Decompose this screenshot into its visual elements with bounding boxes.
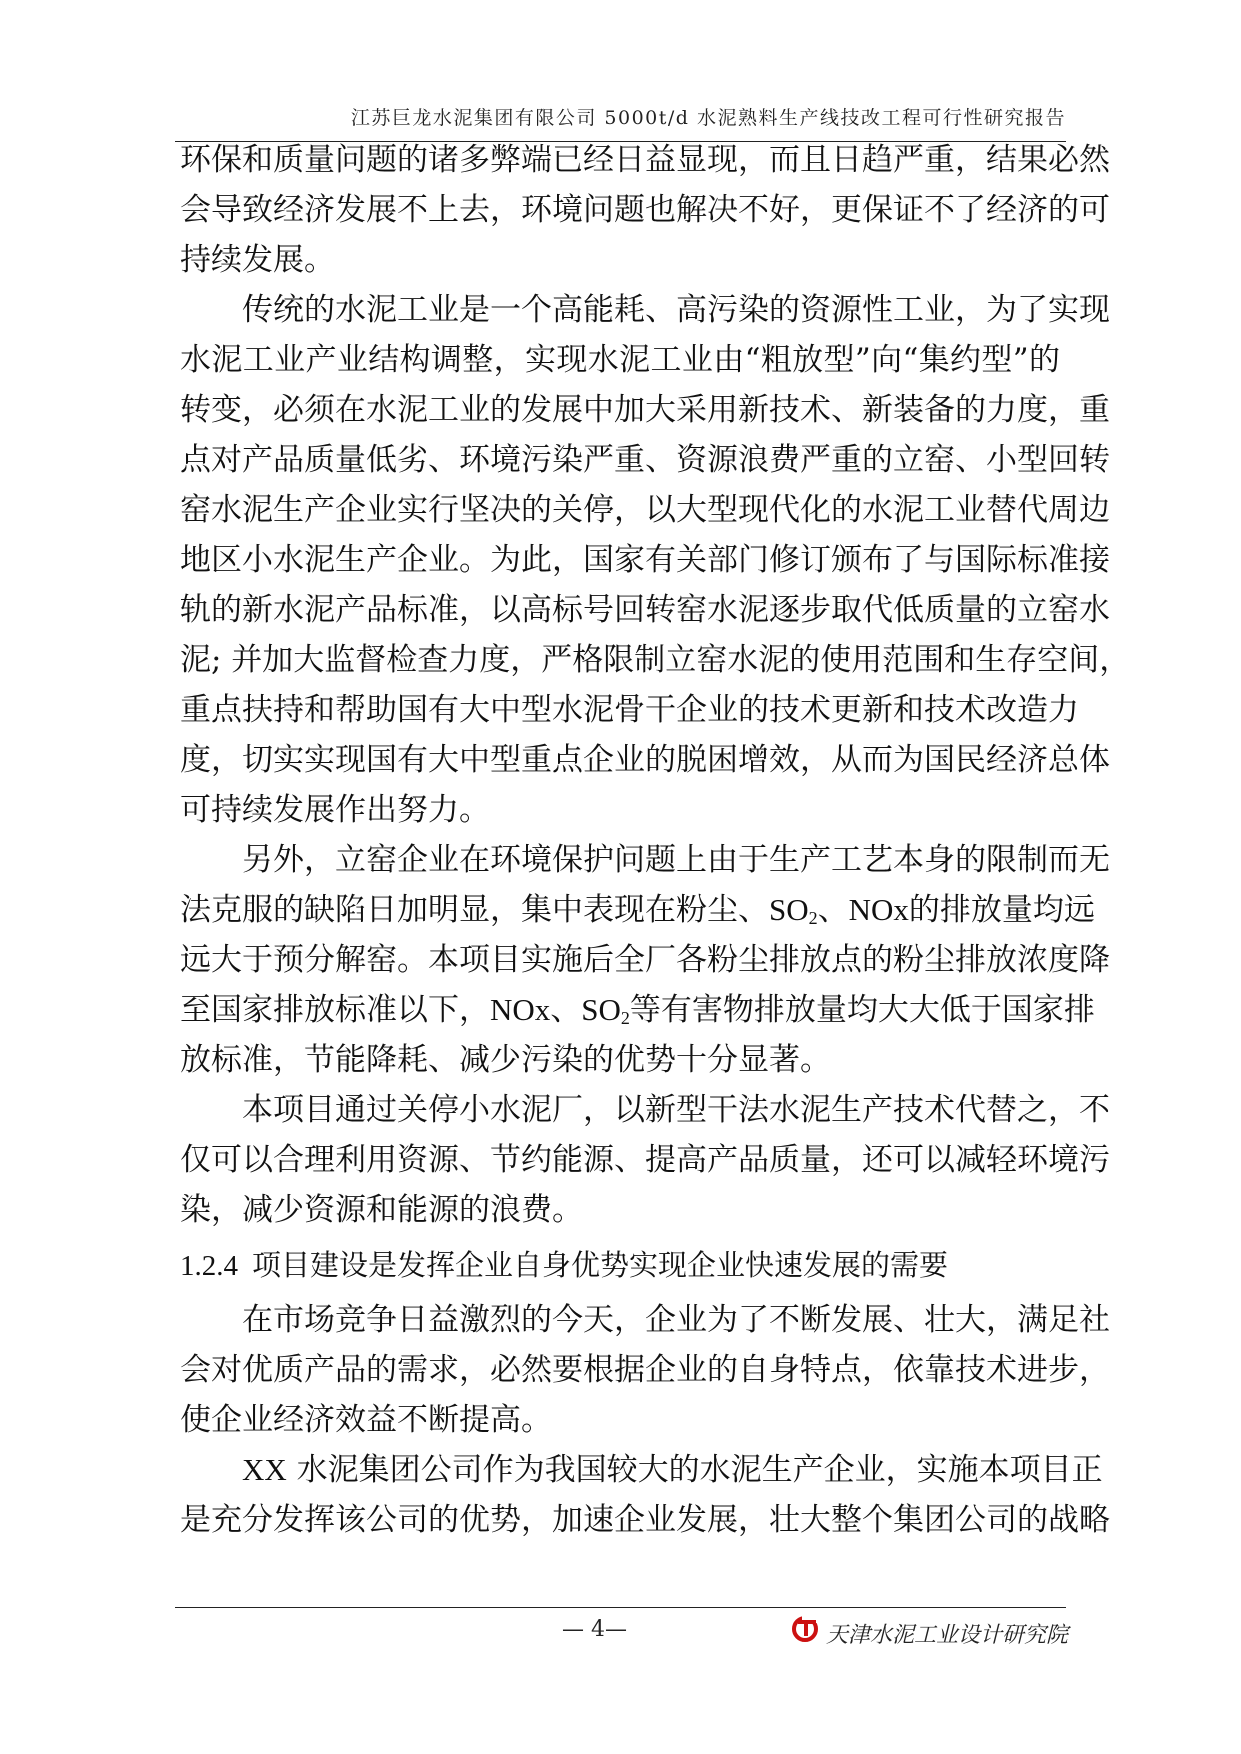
text-span: 的排放量均远 <box>908 892 1095 928</box>
company-abbrev: XX <box>242 1452 287 1487</box>
footer-divider <box>175 1607 1066 1608</box>
subscript: 2 <box>620 1008 630 1028</box>
paragraph-line: 是充分发挥该公司的优势，加速企业发展，壮大整个集团公司的战略 <box>180 1502 1110 1538</box>
paragraph-line: 会导致经济发展不上去，环境问题也解决不好，更保证不了经济的可 <box>180 192 1110 228</box>
text-span: 等有害物排放量均大大低于国家排 <box>629 992 1095 1028</box>
so2-formula <box>581 992 630 1027</box>
page-number: — 4— <box>562 1617 627 1642</box>
so2-formula <box>769 892 818 927</box>
section-number: 1.2.4 <box>180 1250 238 1282</box>
paragraph-line: 点对产品质量低劣、环境污染严重、资源浪费严重的立窑、小型回转 <box>180 442 1110 478</box>
paragraph-line: 会对优质产品的需求，必然要根据企业的自身特点，依靠技术进步， <box>180 1352 1110 1388</box>
text-span: SO <box>581 992 621 1027</box>
paragraph-line: 染，减少资源和能源的浪费。 <box>180 1192 583 1228</box>
paragraph-line: 仅可以合理利用资源、节约能源、提高产品质量，还可以减轻环境污 <box>180 1142 1110 1178</box>
paragraph-line <box>180 1452 1103 1488</box>
nox-formula: NOx <box>848 892 909 927</box>
paragraph-line: 另外，立窑企业在环境保护问题上由于生产工艺本身的限制而无 <box>242 842 1110 878</box>
paragraph-line: 地区小水泥生产企业。为此，国家有关部门修订颁布了与国际标准接 <box>180 542 1110 578</box>
paragraph-line: 本项目通过关停小水泥厂，以新型干法水泥生产技术代替之，不 <box>242 1092 1110 1128</box>
paragraph-line: 远大于预分解窑。本项目实施后全厂各粉尘排放点的粉尘排放浓度降 <box>180 942 1110 978</box>
paragraph-line <box>180 992 1095 1028</box>
organization-name: 天津水泥工业设计研究院 <box>826 1623 1069 1648</box>
paragraph-line: 放标准，节能降耗、减少污染的优势十分显著。 <box>180 1042 831 1078</box>
section-title: 项目建设是发挥企业自身优势实现企业快速发展的需要 <box>252 1248 949 1282</box>
paragraph-line <box>180 892 1095 928</box>
tcdri-logo-icon <box>790 1614 820 1644</box>
nox-formula: NOx <box>490 992 551 1027</box>
running-header: 江苏巨龙水泥集团有限公司 5000t/d 水泥熟料生产线技改工程可行性研究报告 <box>350 107 1066 129</box>
paragraph-line: 使企业经济效益不断提高。 <box>180 1402 552 1438</box>
text-span: 法克服的缺陷日加明显，集中表现在粉尘、 <box>180 892 769 928</box>
text-span: 至国家排放标准以下， <box>180 992 490 1028</box>
paragraph-line: 环保和质量问题的诸多弊端已经日益显现，而且日趋严重，结果必然 <box>180 142 1110 178</box>
paragraph-line: 转变，必须在水泥工业的发展中加大采用新技术、新装备的力度，重 <box>180 392 1110 428</box>
paragraph-line: 泥; 并加大监督检查力度，严格限制立窑水泥的使用范围和生存空间， <box>180 642 1131 678</box>
text-span: 水泥集团公司作为我国较大的水泥生产企业，实施本项目正 <box>286 1452 1103 1488</box>
paragraph-line: 传统的水泥工业是一个高能耗、高污染的资源性工业，为了实现 <box>242 292 1110 328</box>
paragraph-line: 可持续发展作出努力。 <box>180 792 490 828</box>
paragraph-line: 水泥工业产业结构调整，实现水泥工业由“粗放型”向“集约型”的 <box>180 342 1060 378</box>
paragraph-line: 窑水泥生产企业实行坚决的关停，以大型现代化的水泥工业替代周边 <box>180 492 1110 528</box>
paragraph-line: 重点扶持和帮助国有大中型水泥骨干企业的技术更新和技术改造力 <box>180 692 1079 728</box>
text-span: 、 <box>817 892 849 928</box>
subscript: 2 <box>808 908 818 928</box>
text-span: 、 <box>550 992 582 1028</box>
text-span: SO <box>769 892 809 927</box>
section-heading <box>180 1248 1060 1283</box>
paragraph-line: 度，切实实现国有大中型重点企业的脱困增效，从而为国民经济总体 <box>180 742 1110 778</box>
paragraph-line: 在市场竞争日益激烈的今天，企业为了不断发展、壮大，满足社 <box>242 1302 1110 1338</box>
paragraph-line: 轨的新水泥产品标准，以高标号回转窑水泥逐步取代低质量的立窑水 <box>180 592 1110 628</box>
paragraph-line: 持续发展。 <box>180 242 335 278</box>
